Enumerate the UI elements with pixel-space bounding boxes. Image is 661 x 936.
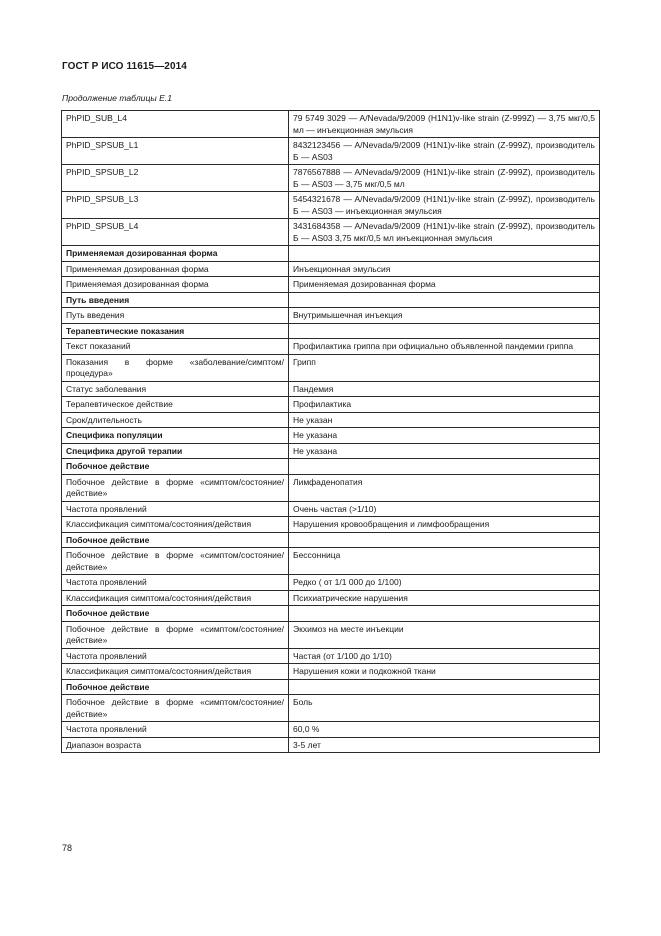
- field-name-cell: Побочное действие в форме «симптом/состояние/действие»: [62, 621, 289, 648]
- field-value-cell: Не указана: [289, 428, 600, 444]
- table-row: [62, 277, 600, 293]
- table-row: [62, 412, 600, 428]
- table-row: [62, 621, 600, 648]
- field-name-cell: Путь введения: [62, 308, 289, 324]
- table-row: [62, 517, 600, 533]
- field-value-cell: Нарушения кровообращения и лимфообращения: [289, 517, 600, 533]
- field-name-cell: Частота проявлений: [62, 501, 289, 517]
- table-row: [62, 381, 600, 397]
- field-name-cell: PhPID_SPSUB_L1: [62, 138, 289, 165]
- field-name-cell: Терапевтическое действие: [62, 397, 289, 413]
- field-name-cell: Классификация симптома/состояния/действия: [62, 517, 289, 533]
- table-row: [62, 292, 600, 308]
- field-value-cell: [289, 679, 600, 695]
- field-name-cell: Срок/длительность: [62, 412, 289, 428]
- field-value-cell: Лимфаденопатия: [289, 474, 600, 501]
- field-name-cell: Частота проявлений: [62, 648, 289, 664]
- field-value-cell: Психиатрические нарушения: [289, 590, 600, 606]
- field-value-cell: Пандемия: [289, 381, 600, 397]
- field-value-cell: Нарушения кожи и подкожной ткани: [289, 664, 600, 680]
- field-value-cell: 3-5 лет: [289, 737, 600, 753]
- field-name-cell: Текст показаний: [62, 339, 289, 355]
- table-row: [62, 648, 600, 664]
- field-value-cell: [289, 246, 600, 262]
- field-name-cell: Применяемая дозированная форма: [62, 246, 289, 262]
- table-caption: Продолжение таблицы Е.1: [62, 93, 172, 103]
- field-value-cell: [289, 323, 600, 339]
- field-name-cell: Побочное действие: [62, 679, 289, 695]
- field-value-cell: Внутримышечная инъекция: [289, 308, 600, 324]
- field-value-cell: Не указан: [289, 412, 600, 428]
- field-name-cell: Путь введения: [62, 292, 289, 308]
- table-row: [62, 590, 600, 606]
- field-name-cell: Частота проявлений: [62, 575, 289, 591]
- field-value-cell: Бессонница: [289, 548, 600, 575]
- field-value-cell: 5454321678 — A/Nevada/9/2009 (H1N1)v-like strain (Z-999Z), производитель Б — AS03 — инъекционная эмульсия: [289, 192, 600, 219]
- field-value-cell: Грипп: [289, 354, 600, 381]
- field-value-cell: 79 5749 3029 — A/Nevada/9/2009 (H1N1)v-like strain (Z-999Z) — 3,75 мкг/0,5 мл — инъекционная эмульсия: [289, 111, 600, 138]
- field-value-cell: Экхимоз на месте инъекции: [289, 621, 600, 648]
- table-row: [62, 664, 600, 680]
- field-name-cell: PhPID_SUB_L4: [62, 111, 289, 138]
- field-value-cell: Профилактика гриппа при официально объявленной пандемии гриппа: [289, 339, 600, 355]
- field-name-cell: Применяемая дозированная форма: [62, 261, 289, 277]
- field-value-cell: 8432123456 — A/Nevada/9/2009 (H1N1)v-like strain (Z-999Z), производитель Б — AS03: [289, 138, 600, 165]
- field-name-cell: Классификация симптома/состояния/действия: [62, 590, 289, 606]
- table-row: [62, 323, 600, 339]
- field-value-cell: Инъекционная эмульсия: [289, 261, 600, 277]
- field-value-cell: [289, 292, 600, 308]
- table-row: [62, 192, 600, 219]
- document-header: ГОСТ Р ИСО 11615—2014: [62, 61, 187, 72]
- field-value-cell: 60,0 %: [289, 722, 600, 738]
- field-value-cell: Не указана: [289, 443, 600, 459]
- table-row: [62, 695, 600, 722]
- table-row: [62, 354, 600, 381]
- field-value-cell: Очень частая (>1/10): [289, 501, 600, 517]
- table-row: [62, 165, 600, 192]
- field-name-cell: PhPID_SPSUB_L4: [62, 219, 289, 246]
- field-name-cell: Применяемая дозированная форма: [62, 277, 289, 293]
- field-name-cell: Побочное действие в форме «симптом/состояние/действие»: [62, 548, 289, 575]
- field-name-cell: Терапевтические показания: [62, 323, 289, 339]
- field-value-cell: Редко ( от 1/1 000 до 1/100): [289, 575, 600, 591]
- field-value-cell: [289, 606, 600, 622]
- field-name-cell: Классификация симптома/состояния/действия: [62, 664, 289, 680]
- field-name-cell: Статус заболевания: [62, 381, 289, 397]
- field-name-cell: Показания в форме «заболевание/симптом/процедура»: [62, 354, 289, 381]
- data-table: [61, 110, 600, 753]
- table-row: [62, 428, 600, 444]
- table-row: [62, 219, 600, 246]
- table-row: [62, 339, 600, 355]
- table-row: [62, 532, 600, 548]
- table-row: [62, 397, 600, 413]
- field-value-cell: Применяемая дозированная форма: [289, 277, 600, 293]
- field-value-cell: [289, 532, 600, 548]
- field-value-cell: 3431684358 — A/Nevada/9/2009 (H1N1)v-like strain (Z-999Z), производитель Б — AS03 3,75 мкг/0,5 мл инъекционная эмульсия: [289, 219, 600, 246]
- table-body: [62, 111, 600, 753]
- field-name-cell: Диапазон возраста: [62, 737, 289, 753]
- field-name-cell: Побочное действие: [62, 606, 289, 622]
- field-name-cell: Побочное действие: [62, 459, 289, 475]
- field-name-cell: Побочное действие: [62, 532, 289, 548]
- table-row: [62, 261, 600, 277]
- field-value-cell: [289, 459, 600, 475]
- field-name-cell: Побочное действие в форме «симптом/состояние/действие»: [62, 474, 289, 501]
- table-row: [62, 308, 600, 324]
- field-name-cell: Специфика другой терапии: [62, 443, 289, 459]
- field-name-cell: Специфика популяции: [62, 428, 289, 444]
- table-row: [62, 606, 600, 622]
- field-name-cell: Побочное действие в форме «симптом/состояние/действие»: [62, 695, 289, 722]
- field-name-cell: PhPID_SPSUB_L2: [62, 165, 289, 192]
- table-row: [62, 459, 600, 475]
- table-row: [62, 246, 600, 262]
- table-row: [62, 722, 600, 738]
- field-value-cell: Боль: [289, 695, 600, 722]
- table-row: [62, 679, 600, 695]
- field-value-cell: 7876567888 — A/Nevada/9/2009 (H1N1)v-like strain (Z-999Z), производитель Б — AS03 — 3,75 мкг/0,5 мл: [289, 165, 600, 192]
- table-row: [62, 111, 600, 138]
- field-value-cell: Частая (от 1/100 до 1/10): [289, 648, 600, 664]
- table-row: [62, 548, 600, 575]
- field-name-cell: Частота проявлений: [62, 722, 289, 738]
- table-row: [62, 138, 600, 165]
- page-number: 78: [62, 843, 73, 853]
- field-name-cell: PhPID_SPSUB_L3: [62, 192, 289, 219]
- table-row: [62, 501, 600, 517]
- table-row: [62, 443, 600, 459]
- table-row: [62, 737, 600, 753]
- field-value-cell: Профилактика: [289, 397, 600, 413]
- table-row: [62, 575, 600, 591]
- table-row: [62, 474, 600, 501]
